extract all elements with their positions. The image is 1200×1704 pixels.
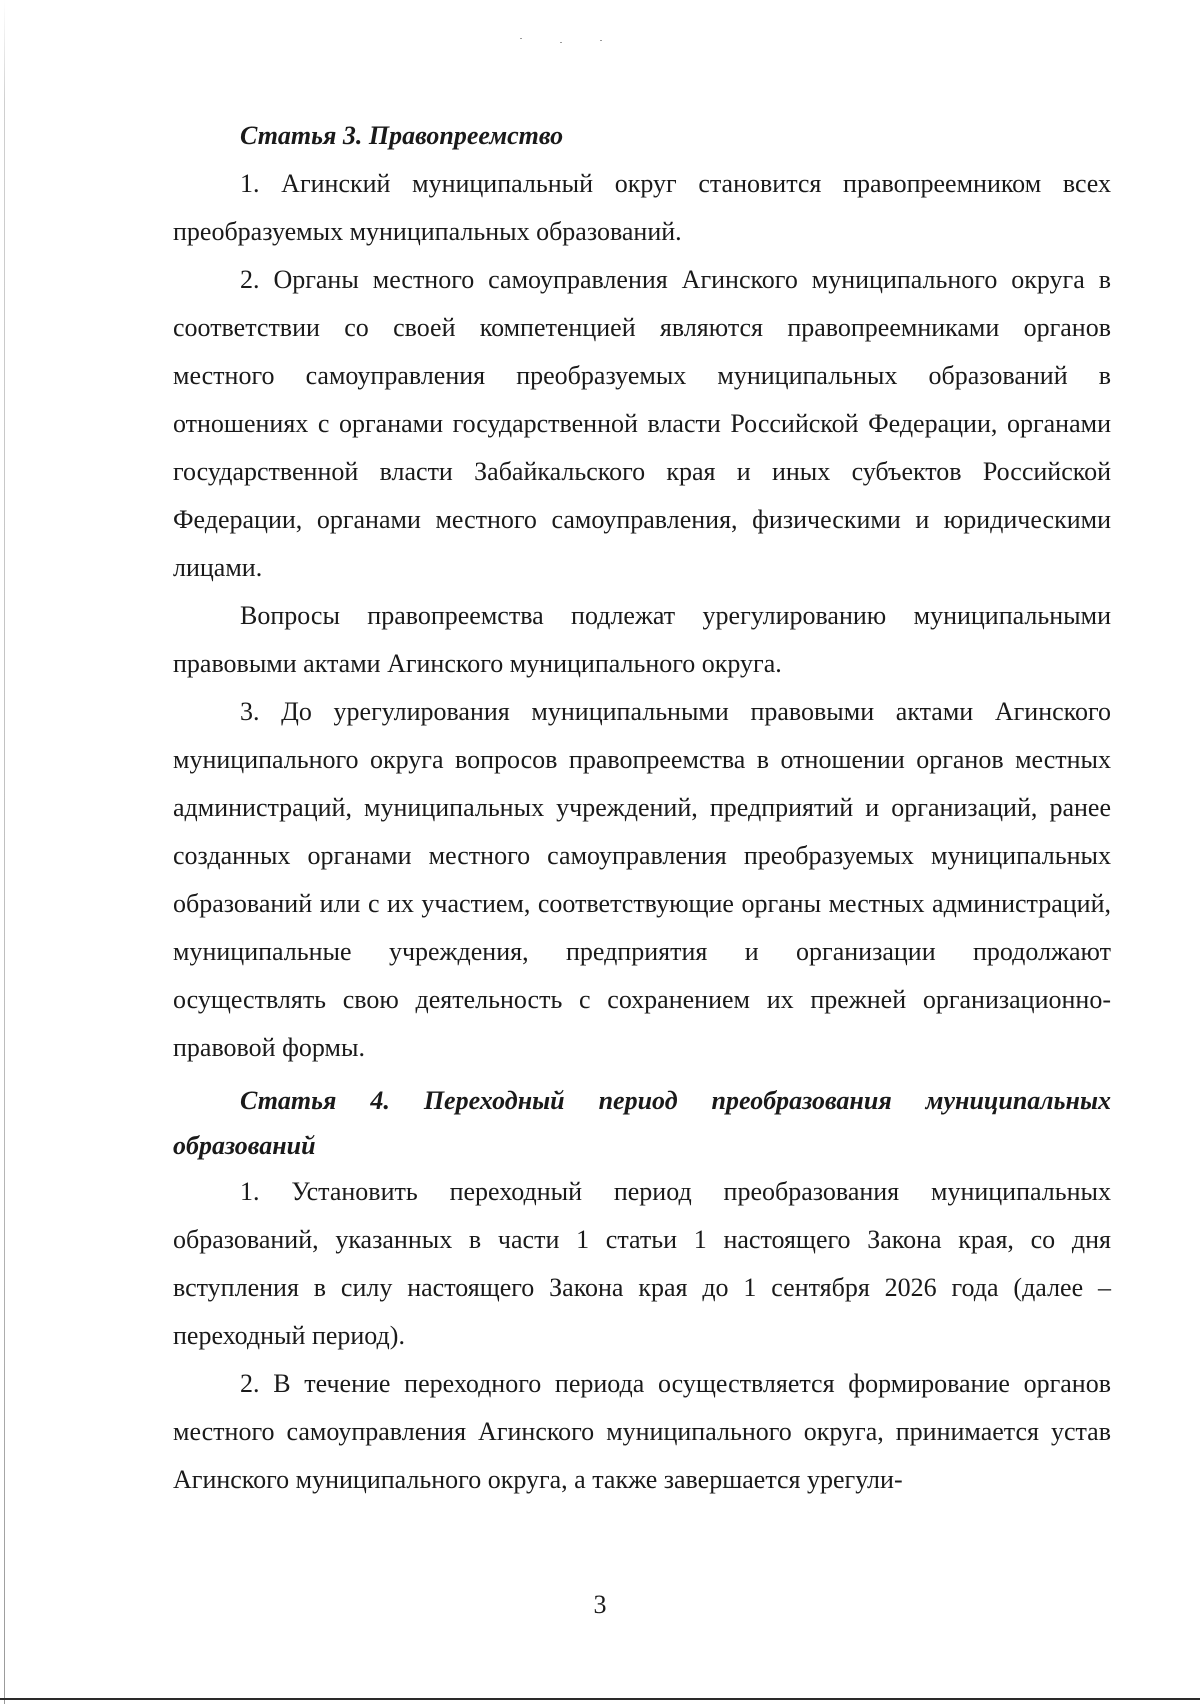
article-3-paragraph-4: 3. До урегулирования муниципальными правовыми актами Агинского муниципального округа вопросов правопреемства в отношении органов местных администраций, муниципальных учреждений, предприятий и организаций, ранее созданных органами местного самоуправления преобразуемых муниципальных образований или с их участием, соответствующие органы местных администраций, муниципальные учреждения, предприятия и организации продолжают осуществлять свою деятельность с сохранением их прежней организационно-правовой формы. (173, 697, 1111, 1062)
article-4-heading: Статья 4. Переходный период преобразования муниципальных образований (173, 1086, 1111, 1160)
article-3-paragraph-1: 1. Агинский муниципальный округ становится правопреемником всех преобразуемых муниципальных образований. (173, 169, 1111, 246)
scan-bottom-edge (0, 1698, 1200, 1700)
scan-left-edge (4, 0, 5, 1704)
article-4-paragraph-1: 1. Установить переходный период преобразования муниципальных образований, указанных в части 1 статьи 1 настоящего Закона края, со дня вступления в силу настоящего Закона края до 1 сентября 2026 года (далее – переходный период). (173, 1177, 1111, 1350)
article-3-heading: Статья 3. Правопреемство (240, 121, 564, 150)
article-3-paragraph-2: 2. Органы местного самоуправления Агинского муниципального округа в соответствии со своей компетенцией являются правопреемниками органов местного самоуправления преобразуемых муниципальных образований в отношениях с органами государственной власти Российской Федерации, органами государственной власти Забайкальского края и иных субъектов Российской Федерации, органами местного самоуправления, физическими и юридическими лицами. (173, 265, 1111, 582)
scan-speck (520, 38, 522, 39)
article-4-paragraph-2: 2. В течение переходного периода осуществляется формирование органов местного самоуправления Агинского муниципального округа, принимается устав Агинского муниципального округа, а также завершается урегули- (173, 1369, 1111, 1494)
page-number: 3 (593, 1590, 607, 1619)
scan-speck (560, 42, 562, 43)
document-page (173, 112, 1111, 1504)
article-3-paragraph-3: Вопросы правопреемства подлежат урегулированию муниципальными правовыми актами Агинского муниципального округа. (173, 601, 1111, 678)
scan-speck (600, 40, 602, 41)
